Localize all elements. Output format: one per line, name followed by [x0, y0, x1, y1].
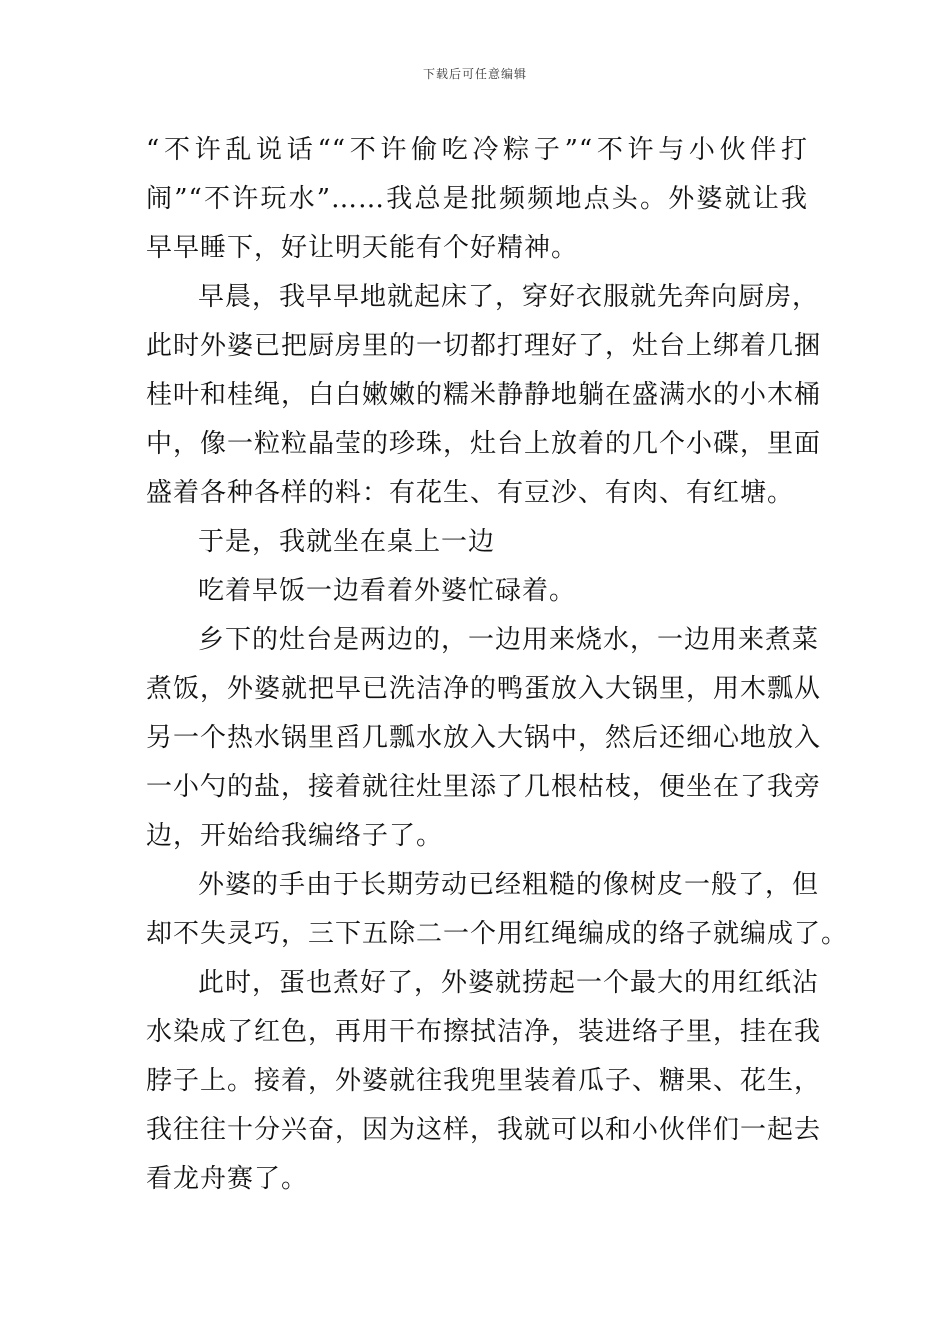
text-line: 我往往十分兴奋，因为这样，我就可以和小伙伴们一起去 — [146, 1115, 822, 1145]
text-line: 水染成了红色，再用干布擦拭洁净，装进络子里，挂在我 — [146, 1017, 822, 1047]
text-line: 外婆的手由于长期劳动已经粗糙的像树皮一般了，但 — [198, 870, 820, 900]
text-line: 乡下的灶台是两边的，一边用来烧水，一边用来煮菜 — [198, 625, 820, 655]
text-line: 早早睡下，好让明天能有个好精神。 — [146, 233, 579, 263]
text-line: 闹”“不许玩水”……我总是批频频地点头。外婆就让我 — [146, 184, 808, 214]
text-line: 边，开始给我编络子了。 — [146, 821, 444, 851]
document-body — [146, 126, 849, 1204]
text-line: 早晨，我早早地就起床了，穿好衣服就先奔向厨房， — [198, 282, 820, 312]
page-header-note: 下载后可任意编辑 — [422, 67, 527, 81]
text-line: 吃着早饭一边看着外婆忙碌着。 — [198, 576, 577, 606]
text-line: 煮饭，外婆就把早已洗洁净的鸭蛋放入大锅里，用木瓢从 — [146, 674, 822, 704]
text-line: 一小勺的盐，接着就往灶里添了几根枯枝，便坐在了我旁 — [146, 772, 822, 802]
text-line: 此时外婆已把厨房里的一切都打理好了，灶台上绑着几捆 — [146, 331, 822, 361]
text-line: 却不失灵巧，三下五除二一个用红绳编成的络子就编成了。 — [146, 919, 849, 949]
text-line: 看龙舟赛了。 — [146, 1164, 309, 1194]
text-line: 于是，我就坐在桌上一边 — [198, 527, 496, 557]
text-line: 中，像一粒粒晶莹的珍珠，灶台上放着的几个小碟，里面 — [146, 429, 822, 459]
text-line: 脖子上。接着，外婆就往我兜里装着瓜子、糖果、花生， — [146, 1066, 822, 1096]
text-line: 另一个热水锅里舀几瓢水放入大锅中，然后还细心地放入 — [146, 723, 822, 753]
text-line: 此时，蛋也煮好了，外婆就捞起一个最大的用红纸沾 — [198, 968, 820, 998]
text-line: 盛着各种各样的料：有花生、有豆沙、有肉、有红塘。 — [146, 478, 795, 508]
text-line: “不许乱说话““不许偷吃冷粽子”“不许与小伙伴打 — [146, 135, 808, 165]
text-line: 桂叶和桂绳，白白嫩嫩的糯米静静地躺在盛满水的小木桶 — [146, 380, 822, 410]
